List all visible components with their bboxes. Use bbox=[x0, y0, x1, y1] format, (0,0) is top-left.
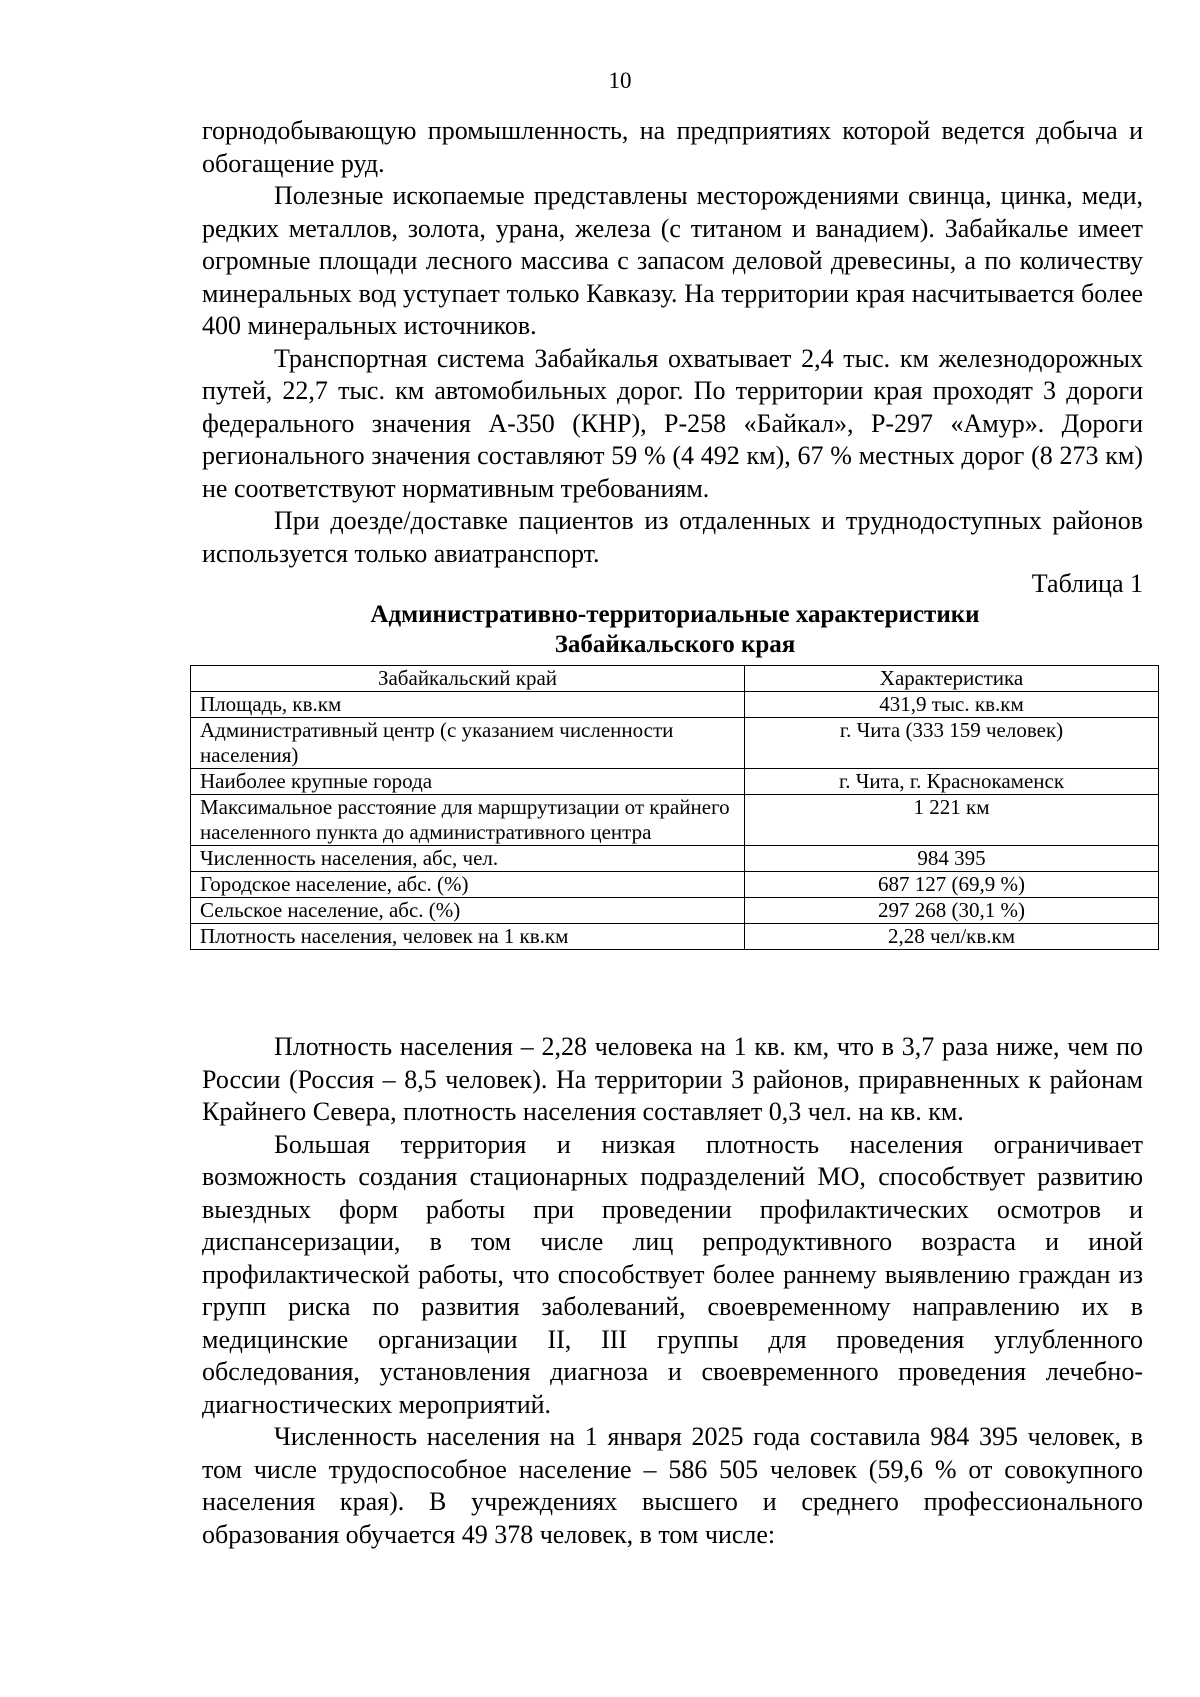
paragraph: Транспортная система Забайкалья охватывает 2,4 тыс. км железнодорожных путей, 22,7 тыс. км автомобильных дорог. По территории края проходят 3 дороги федерального значения А-350 (КНР), Р-258 «Байкал», Р-297 «Амур». Дороги регионального значения составляют 59 % (4 492 км), 67 % местных дорог (8 273 км) не соответствуют нормативным требованиям. bbox=[202, 343, 1143, 503]
table-caption: Таблица 1 bbox=[1031, 569, 1143, 598]
paragraph: горнодобывающую промышленность, на предприятиях которой ведется добыча и обогащение руд. bbox=[202, 116, 1143, 178]
paragraph: При доезде/доставке пациентов из отдаленных и труднодоступных районов используется только авиатранспорт. bbox=[202, 506, 1143, 568]
row-value: г. Чита (333 159 человек) bbox=[745, 718, 1159, 769]
column-header: Характеристика bbox=[745, 666, 1159, 692]
table-title-line: Административно-территориальные характеристики bbox=[370, 601, 980, 628]
table-row bbox=[191, 898, 1159, 924]
row-label: Наиболее крупные города bbox=[191, 769, 745, 795]
row-value: 297 268 (30,1 %) bbox=[745, 898, 1159, 924]
table-header-row bbox=[191, 666, 1159, 692]
row-value: 2,28 чел/кв.км bbox=[745, 924, 1159, 950]
characteristics-table bbox=[190, 665, 1159, 950]
row-label: Максимальное расстояние для маршрутизации от крайнего населенного пункта до административного центра bbox=[191, 795, 745, 846]
table-row bbox=[191, 872, 1159, 898]
row-value: 687 127 (69,9 %) bbox=[745, 872, 1159, 898]
table-row bbox=[191, 692, 1159, 718]
table-row bbox=[191, 769, 1159, 795]
table-row bbox=[191, 924, 1159, 950]
table-row bbox=[191, 846, 1159, 872]
body-text-bottom bbox=[202, 1031, 1143, 1551]
row-value: 431,9 тыс. кв.км bbox=[745, 692, 1159, 718]
table-title bbox=[190, 600, 1160, 660]
paragraph: Численность населения на 1 января 2025 года составила 984 395 человек, в том числе трудоспособное население – 586 505 человек (59,6 % от совокупного населения края). В учреждениях высшего и среднего профессионального образования обучается 49 378 человек, в том числе: bbox=[202, 1422, 1143, 1549]
page-number: 10 bbox=[608, 68, 632, 93]
row-value: 1 221 км bbox=[745, 795, 1159, 846]
paragraph: Плотность населения – 2,28 человека на 1 кв. км, что в 3,7 раза ниже, чем по России (Россия – 8,5 человек). На территории 3 районов, приравненных к районам Крайнего Севера, плотность населения составляет 0,3 чел. на кв. км. bbox=[202, 1032, 1143, 1126]
row-label: Городское население, абс. (%) bbox=[191, 872, 745, 898]
table-row bbox=[191, 795, 1159, 846]
row-label: Численность населения, абс, чел. bbox=[191, 846, 745, 872]
body-text-top bbox=[202, 115, 1143, 570]
table-row bbox=[191, 718, 1159, 769]
row-label: Плотность населения, человек на 1 кв.км bbox=[191, 924, 745, 950]
column-header: Забайкальский край bbox=[191, 666, 745, 692]
row-value: 984 395 bbox=[745, 846, 1159, 872]
row-label: Сельское население, абс. (%) bbox=[191, 898, 745, 924]
row-label: Административный центр (с указанием численности населения) bbox=[191, 718, 745, 769]
paragraph: Большая территория и низкая плотность населения ограничивает возможность создания стационарных подразделений МО, способствует развитию выездных форм работы при проведении профилактических осмотров и диспансеризации, в том числе лиц репродуктивного возраста и иной профилактической работы, что способствует более раннему выявлению граждан из групп риска по развития заболеваний, своевременному направлению их в медицинские организации II, III группы для проведения углубленного обследования, установления диагноза и своевременного проведения лечебно-диагностических мероприятий. bbox=[202, 1129, 1143, 1419]
row-value: г. Чита, г. Краснокаменск bbox=[745, 769, 1159, 795]
row-label: Площадь, кв.км bbox=[191, 692, 745, 718]
paragraph: Полезные ископаемые представлены месторождениями свинца, цинка, меди, редких металлов, золота, урана, железа (с титаном и ванадием). Забайкалье имеет огромные площади лесного массива с запасом деловой древесины, а по количеству минеральных вод уступает только Кавказу. На территории края насчитывается более 400 минеральных источников. bbox=[202, 181, 1143, 340]
table-title-line: Забайкальского края bbox=[554, 631, 796, 658]
